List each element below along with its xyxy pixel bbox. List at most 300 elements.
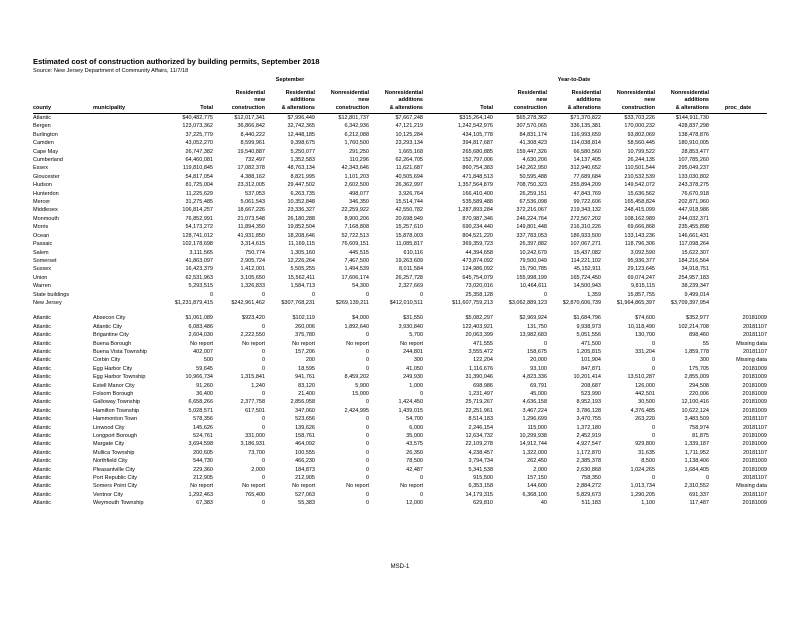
table-cell: 142,262,950 <box>516 165 547 172</box>
table-cell: 369,359,723 <box>462 241 493 248</box>
table-cell: 20181009 <box>742 500 767 507</box>
table-cell: 138,478,876 <box>678 131 709 138</box>
table-cell: 128,741,012 <box>182 232 213 239</box>
table-cell: 445,515 <box>349 249 369 256</box>
table-cell: 91,260 <box>196 382 213 389</box>
table-cell: 184,216,564 <box>678 257 709 264</box>
header-res-add: Residential additions & alterations <box>265 85 315 114</box>
table-cell: Essex <box>33 165 48 172</box>
table-cell: Hudson <box>33 182 52 189</box>
table-cell: 1,292,463 <box>188 491 213 498</box>
header-non-new: Nonresidential new construction <box>315 85 369 114</box>
header-non-add: Nonresidential additions & alterations <box>369 85 423 114</box>
table-cell: 184,873 <box>295 466 315 473</box>
county-row <box>33 122 767 130</box>
table-cell: Atlantic <box>33 332 52 339</box>
page-footer: MSD-1 <box>390 564 410 570</box>
table-cell: 115,000 <box>527 424 547 431</box>
table-cell: 2,424,995 <box>344 407 369 414</box>
table-cell: 3,314,615 <box>240 241 265 248</box>
table-cell: 30,500 <box>638 399 655 406</box>
table-cell: 0 <box>261 291 265 298</box>
table-cell: 200,605 <box>193 449 213 456</box>
municipality-row <box>33 398 767 406</box>
table-cell: 372,216,067 <box>516 207 547 214</box>
table-cell: 54,300 <box>352 283 369 290</box>
table-cell: 524,761 <box>193 433 213 440</box>
table-cell: 1,357,564,879 <box>457 182 493 189</box>
table-cell: Atlantic <box>33 449 52 456</box>
table-cell: Atlantic <box>33 115 52 121</box>
table-cell: 20181107 <box>742 332 767 339</box>
table-cell: 255,894,209 <box>570 182 601 189</box>
table-cell: Atlantic <box>33 315 52 322</box>
table-cell: Hamilton Township <box>93 407 140 414</box>
table-cell: 3,786,128 <box>576 407 601 414</box>
table-cell: 847,871 <box>581 365 601 372</box>
table-cell: 535,589,488 <box>462 199 493 206</box>
table-cell: 18,595 <box>298 365 315 372</box>
table-cell: 6,342,936 <box>344 123 369 130</box>
table-cell: 19,540,887 <box>237 148 265 155</box>
table-cell: 10,299,938 <box>519 433 547 440</box>
county-row <box>33 181 767 189</box>
table-cell: 698,986 <box>473 382 493 389</box>
table-cell: 21,073,548 <box>237 215 265 222</box>
table-cell: 3,186,931 <box>240 441 265 448</box>
table-cell: 34,918,751 <box>681 266 709 273</box>
municipality-row <box>33 491 767 499</box>
table-cell: 58,560,445 <box>627 140 655 147</box>
table-cell: 0 <box>365 433 369 440</box>
table-cell: 216,310,226 <box>570 224 601 231</box>
table-cell: 108,162,989 <box>624 215 655 222</box>
table-cell: 578,356 <box>193 416 213 423</box>
table-cell: 15,562,411 <box>287 274 315 281</box>
table-cell: $307,768,231 <box>281 299 315 306</box>
table-cell: No report <box>346 483 369 490</box>
table-cell: 130,700 <box>635 332 655 339</box>
municipality-row <box>33 382 767 390</box>
municipality-row <box>33 499 767 507</box>
header-ytd-res-add: Residential additions & alterations <box>547 85 601 114</box>
table-cell: 0 <box>261 357 265 364</box>
table-cell: 1,892,640 <box>344 323 369 330</box>
county-row <box>33 173 767 181</box>
table-cell: 31,275,485 <box>185 199 213 206</box>
table-cell: 55 <box>702 340 709 347</box>
table-cell: 165,458,824 <box>624 199 655 206</box>
table-cell: 0 <box>261 323 265 330</box>
table-cell: $31,550 <box>403 315 423 322</box>
table-cell: 1,172,870 <box>576 449 601 456</box>
table-cell: 19,263,609 <box>395 257 423 264</box>
county-row <box>33 299 767 307</box>
table-cell: 291,250 <box>349 148 369 155</box>
table-cell: Morris <box>33 224 49 231</box>
table-cell: 336,135,381 <box>570 123 601 130</box>
table-cell: 20181107 <box>742 475 767 482</box>
table-cell: 0 <box>261 500 265 507</box>
table-cell: Atlantic <box>33 357 52 364</box>
table-cell: 691,337 <box>689 491 709 498</box>
table-cell: $412,010,511 <box>389 299 423 306</box>
table-cell: No report <box>400 483 423 490</box>
table-cell: 3,926,764 <box>398 190 423 197</box>
table-cell: 1,412,001 <box>240 266 265 273</box>
table-cell: 20181009 <box>742 458 767 465</box>
table-cell: 4,927,547 <box>576 441 601 448</box>
table-cell: 114,221,102 <box>570 257 601 264</box>
table-cell: Burlington <box>33 131 58 138</box>
table-cell: 2,000 <box>533 466 547 473</box>
table-cell: 6,212,088 <box>344 131 369 138</box>
table-cell: 67,383 <box>196 500 213 507</box>
table-cell: $7,996,449 <box>287 115 315 121</box>
table-cell: 0 <box>543 291 547 298</box>
table-cell: 45,152,911 <box>573 266 601 273</box>
table-cell: 1,287,893,284 <box>457 207 493 214</box>
table-cell: 59,645 <box>196 365 213 372</box>
table-cell: 1,322,000 <box>522 449 547 456</box>
header-res-new: Residential new construction <box>213 85 265 114</box>
header-ytd-res-new: Residential new construction <box>493 85 547 114</box>
table-cell: 262,450 <box>527 458 547 465</box>
table-cell: 0 <box>365 441 369 448</box>
table-cell: 732,497 <box>245 157 265 164</box>
table-cell: 523,656 <box>295 416 315 423</box>
table-cell: 139,626 <box>295 424 315 431</box>
table-cell: 7,467,500 <box>344 257 369 264</box>
table-cell: 20181107 <box>742 424 767 431</box>
table-cell: 0 <box>209 291 213 298</box>
table-cell: 40 <box>540 500 547 507</box>
table-cell: 750,774 <box>245 249 265 256</box>
table-cell: 500 <box>203 357 213 364</box>
municipality-row <box>33 432 767 440</box>
table-cell: Port Republic City <box>93 475 138 482</box>
table-cell: 10,242,679 <box>519 249 547 256</box>
county-row <box>33 291 767 299</box>
table-cell: 93,100 <box>530 365 547 372</box>
table-cell: 0 <box>311 291 315 298</box>
table-cell: 99,722,606 <box>573 199 601 206</box>
municipality-row <box>33 323 767 331</box>
table-cell: Linwood City <box>93 424 125 431</box>
header-ytd-non-new: Nonresidential new construction <box>601 85 655 114</box>
table-cell: No report <box>190 340 213 347</box>
table-cell: 117,487 <box>689 500 709 507</box>
table-cell: 43,052,270 <box>185 140 213 147</box>
table-cell: Mullica Township <box>93 449 135 456</box>
table-cell: 708,750,323 <box>516 182 547 189</box>
county-row <box>33 249 767 257</box>
table-cell: 254,957,183 <box>678 274 709 281</box>
table-cell: 1,315,841 <box>240 374 265 381</box>
table-cell: Salem <box>33 249 49 256</box>
table-cell: 442,501 <box>635 391 655 397</box>
table-cell: 2,630,868 <box>576 466 601 473</box>
table-cell: $12,801,737 <box>338 115 369 121</box>
municipality-row <box>33 331 767 339</box>
table-cell: 9,499,014 <box>684 291 709 298</box>
report-title: Estimated cost of construction authorized by building permits, September 2018 <box>33 57 320 66</box>
table-cell: Atlantic <box>33 382 52 389</box>
table-cell: 5,028,571 <box>188 407 213 414</box>
table-cell: State buildings <box>33 291 70 298</box>
county-row <box>33 282 767 290</box>
table-cell: Margate City <box>93 441 125 448</box>
county-row <box>33 148 767 156</box>
table-cell: 110,296 <box>349 157 369 164</box>
table-cell: 7,168,808 <box>344 224 369 231</box>
county-row <box>33 164 767 172</box>
table-cell: 0 <box>261 475 265 482</box>
table-cell: 95,936,377 <box>627 257 655 264</box>
table-cell: Missing data <box>736 483 767 490</box>
table-cell: $3,709,397,954 <box>670 299 709 306</box>
table-cell: 81,725,004 <box>185 182 213 189</box>
table-cell: 54,817,054 <box>185 173 213 180</box>
table-cell: 272,567,202 <box>570 215 601 222</box>
table-cell: 2,884,272 <box>576 483 601 490</box>
table-cell: 76,852,991 <box>185 215 213 222</box>
table-cell: 41,931,850 <box>237 232 265 239</box>
table-cell: Warren <box>33 283 51 290</box>
table-cell: 235,455,898 <box>678 224 709 231</box>
table-cell: No report <box>400 340 423 347</box>
table-cell: 28,853,477 <box>681 148 709 155</box>
table-cell: 765,400 <box>245 491 265 498</box>
table-cell: 73,020,016 <box>465 283 493 290</box>
table-cell: 511,183 <box>581 500 601 507</box>
table-cell: 64,460,081 <box>185 157 213 164</box>
table-cell: 212,905 <box>295 475 315 482</box>
table-cell: 0 <box>419 475 423 482</box>
table-cell: 758,350 <box>581 475 601 482</box>
table-cell: 3,105,650 <box>240 274 265 281</box>
table-cell: Atlantic <box>33 399 52 406</box>
table-cell: Atlantic <box>33 458 52 465</box>
table-cell: 1,138,406 <box>684 458 709 465</box>
table-cell: 44,394,658 <box>465 249 493 256</box>
table-cell: $33,703,226 <box>624 115 655 121</box>
table-cell: 295,049,237 <box>678 165 709 172</box>
table-cell: 116,993,659 <box>570 131 601 138</box>
table-cell: 20181009 <box>742 374 767 381</box>
table-cell: 20181009 <box>742 466 767 473</box>
table-cell: 0 <box>261 416 265 423</box>
table-cell: $1,684,796 <box>573 315 601 322</box>
table-cell: 447,918,986 <box>678 207 709 214</box>
table-cell: 11,169,115 <box>288 241 315 248</box>
table-cell: Buena Borough <box>93 340 132 347</box>
table-cell: 6,658,266 <box>188 399 213 406</box>
table-cell: 1,439,015 <box>398 407 423 414</box>
group-header-row <box>33 75 767 85</box>
table-cell: $242,961,462 <box>231 299 265 306</box>
table-cell: Passaic <box>33 241 53 248</box>
table-cell: 544,730 <box>193 458 213 465</box>
table-cell: 263,220 <box>635 416 655 423</box>
table-cell: 106,814,257 <box>182 207 213 214</box>
table-cell: 152,797,006 <box>462 157 493 164</box>
table-cell: 8,821,995 <box>290 173 315 180</box>
table-cell: 25,358,128 <box>465 291 493 298</box>
table-cell: 523,990 <box>581 391 601 397</box>
table-cell: 40,505,694 <box>395 173 423 180</box>
table-cell: 14,137,405 <box>573 157 601 164</box>
table-cell: 375,780 <box>295 332 315 339</box>
table-cell: 2,385,378 <box>576 458 601 465</box>
table-cell: 11,894,350 <box>237 224 265 231</box>
table-cell: 312,940,652 <box>570 165 601 172</box>
table-cell: 0 <box>651 424 655 431</box>
table-cell: 114,038,814 <box>570 140 601 147</box>
table-cell: 145,626 <box>193 424 213 431</box>
table-cell: $352,977 <box>686 315 709 322</box>
table-cell: 11,085,817 <box>395 241 423 248</box>
table-cell: 12,100,416 <box>681 399 709 406</box>
table-cell: 0 <box>365 348 369 355</box>
table-cell: Monmouth <box>33 215 59 222</box>
table-cell: 26,350 <box>406 449 423 456</box>
table-cell: 1,231,497 <box>468 391 493 397</box>
table-cell: 265,680,885 <box>462 148 493 155</box>
table-cell: 10,125,284 <box>395 131 423 138</box>
table-cell: 3,483,509 <box>684 416 709 423</box>
header-municipality: municipality <box>93 85 161 114</box>
table-cell: 15,790,785 <box>519 266 547 273</box>
header-county: county <box>33 85 93 114</box>
table-cell: $144,911,730 <box>675 115 709 121</box>
table-cell: 4,388,162 <box>240 173 265 180</box>
table-cell: 158,675 <box>527 348 547 355</box>
table-cell: Galloway Township <box>93 399 140 406</box>
table-cell: 166,410,400 <box>462 190 493 197</box>
table-cell: 3,794,734 <box>468 458 493 465</box>
table-cell: 122,204 <box>473 357 493 364</box>
table-cell: 16,423,379 <box>185 266 213 273</box>
table-cell: 0 <box>543 340 547 347</box>
table-cell: 1,372,180 <box>576 424 601 431</box>
table-cell: 93,802,069 <box>627 131 655 138</box>
column-header-row <box>33 85 767 114</box>
table-cell: 122,403,921 <box>462 323 493 330</box>
table-cell: 5,293,515 <box>188 283 213 290</box>
table-cell: 22,251,961 <box>465 407 493 414</box>
table-cell: 10,464,611 <box>519 283 547 290</box>
table-cell: 9,815,115 <box>630 283 655 290</box>
table-cell: 1,684,405 <box>684 466 709 473</box>
table-cell: 246,224,764 <box>516 215 547 222</box>
table-cell: Atlantic <box>33 424 52 431</box>
table-cell: 1,584,713 <box>290 283 315 290</box>
table-body <box>33 114 767 508</box>
table-cell: 20181107 <box>742 348 767 355</box>
table-cell: 244,801 <box>403 348 423 355</box>
table-cell: 17,606,174 <box>341 274 369 281</box>
table-cell: Atlantic <box>33 483 52 490</box>
municipality-row <box>33 390 767 398</box>
table-cell: 4,823,336 <box>522 374 547 381</box>
table-cell: Sussex <box>33 266 52 273</box>
table-cell: 25,719,267 <box>465 399 493 406</box>
table-cell: 2,327,669 <box>398 283 423 290</box>
table-cell: 498,077 <box>349 190 369 197</box>
table-cell: 0 <box>365 475 369 482</box>
table-cell: Missing data <box>736 340 767 347</box>
table-cell: 15,000 <box>352 391 369 397</box>
county-row <box>33 215 767 223</box>
table-cell: 20181009 <box>742 391 767 397</box>
table-cell: 8,011,584 <box>398 266 423 273</box>
construction-cost-table <box>33 75 767 508</box>
table-cell: 3,092,590 <box>630 249 655 256</box>
table-cell: 1,100 <box>641 500 655 507</box>
county-row <box>33 156 767 164</box>
table-cell: Bergen <box>33 123 51 130</box>
table-cell: Atlantic <box>33 391 52 397</box>
county-row <box>33 223 767 231</box>
table-cell: Atlantic <box>33 348 52 355</box>
municipality-row <box>33 373 767 381</box>
table-cell: Northfield City <box>93 458 128 465</box>
table-cell: Atlantic <box>33 433 52 440</box>
section-gap <box>33 307 767 314</box>
table-cell: 249,930 <box>403 374 423 381</box>
table-cell: 1,859,778 <box>684 348 709 355</box>
table-cell: 0 <box>651 365 655 372</box>
table-cell: $2,870,606,739 <box>562 299 601 306</box>
table-cell: 12,000 <box>406 500 423 507</box>
table-cell: $1,061,089 <box>185 315 213 322</box>
table-cell: 62,264,705 <box>395 157 423 164</box>
table-cell: 165,724,450 <box>570 274 601 281</box>
table-cell: 10,799,522 <box>627 148 655 155</box>
table-cell: 42,343,646 <box>341 165 369 172</box>
table-cell: Atlantic <box>33 475 52 482</box>
table-cell: 26,257,728 <box>395 274 423 281</box>
table-cell: 337,783,053 <box>516 232 547 239</box>
table-cell: 0 <box>365 466 369 473</box>
table-cell: $1,231,879,415 <box>174 299 213 306</box>
table-cell: 0 <box>419 291 423 298</box>
table-cell: 175,705 <box>689 365 709 372</box>
table-cell: Hunterdon <box>33 190 59 197</box>
table-cell: 10,966,734 <box>185 374 213 381</box>
table-cell: 20,000 <box>530 357 547 364</box>
table-cell: 83,120 <box>298 382 315 389</box>
group-header-ytd: Year-to-Date <box>557 76 591 83</box>
table-cell: 347,060 <box>295 407 315 414</box>
table-cell: 244,032,371 <box>678 215 709 222</box>
table-cell: 133,143,236 <box>624 232 655 239</box>
table-cell: 22,259,922 <box>341 207 369 214</box>
table-cell: Atlantic <box>33 323 52 330</box>
group-header-september: September <box>275 76 305 83</box>
table-cell: 10,118,490 <box>627 323 655 330</box>
municipality-row <box>33 340 767 348</box>
table-cell: 2,310,552 <box>684 483 709 490</box>
table-cell: 78,500 <box>406 458 423 465</box>
table-cell: 0 <box>651 357 655 364</box>
table-cell: 15,257,610 <box>395 224 423 231</box>
table-cell: 5,341,538 <box>468 466 493 473</box>
table-cell: 41,308,423 <box>519 140 547 147</box>
table-cell: 15,857,755 <box>627 291 655 298</box>
table-cell: 102,178,698 <box>182 241 213 248</box>
